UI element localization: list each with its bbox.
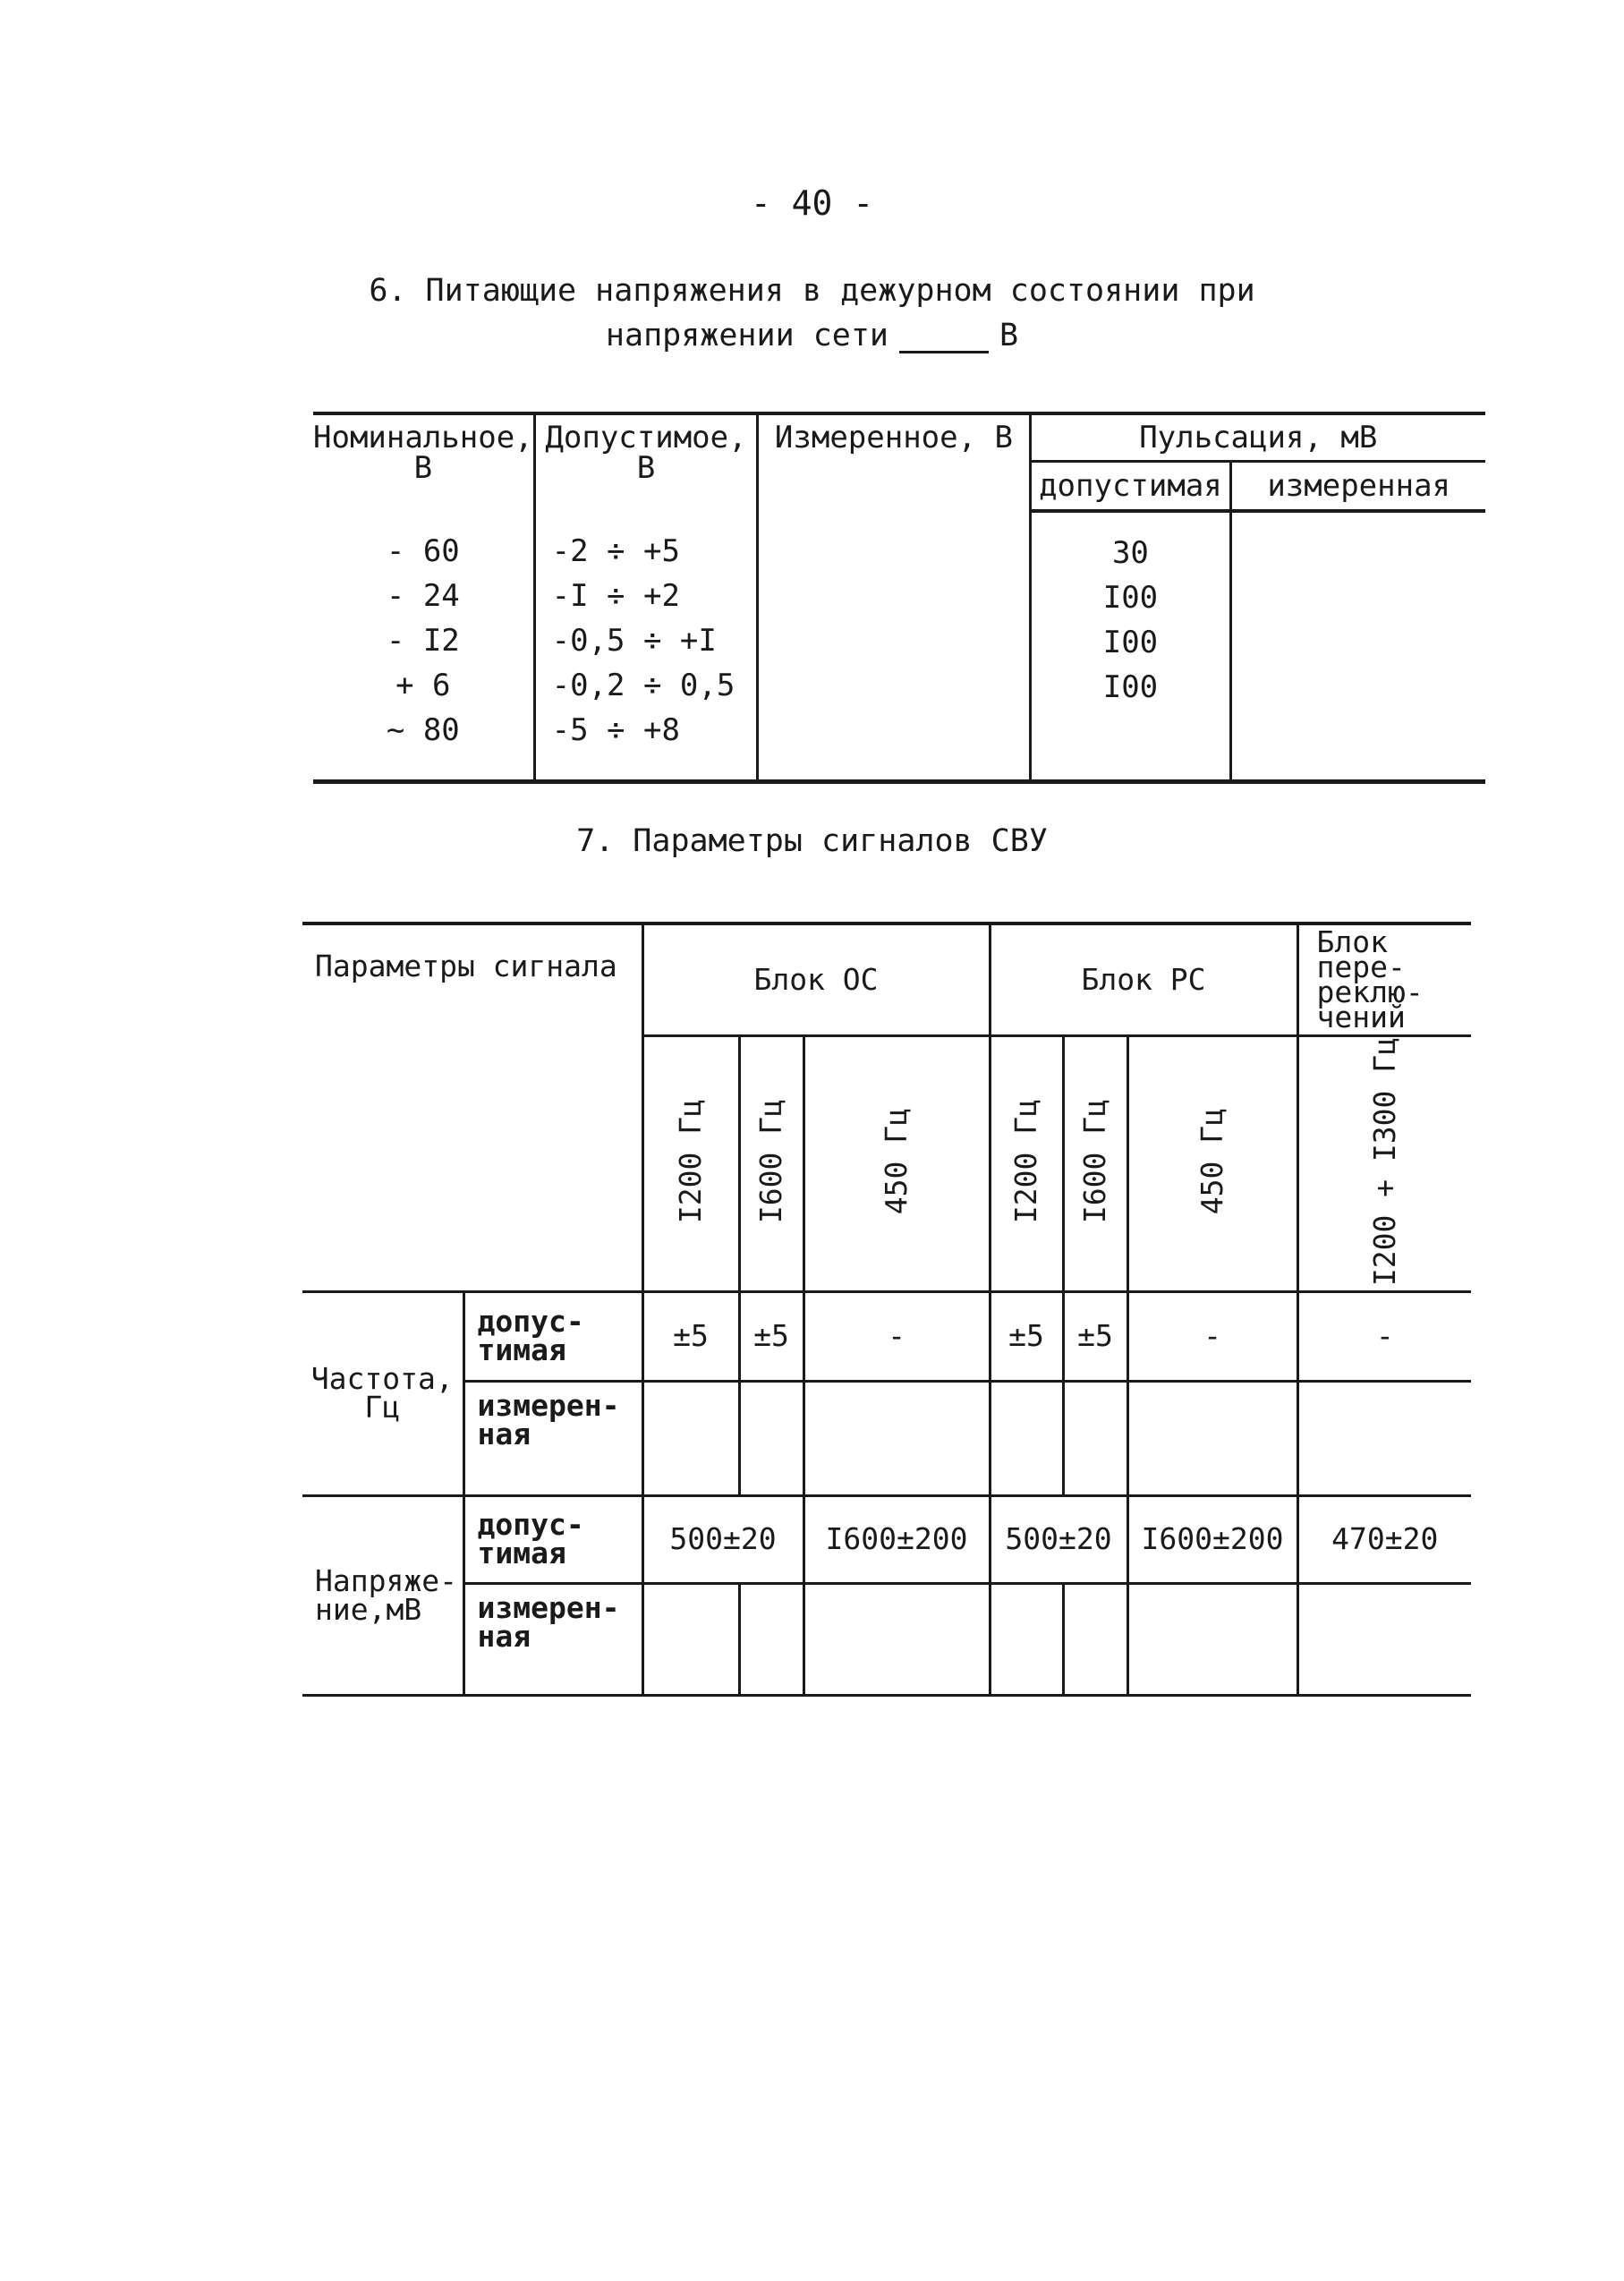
header-params: Параметры сигнала — [302, 923, 642, 1291]
page-number: - 40 - — [750, 183, 874, 223]
section6-title-line2 — [0, 318, 1624, 353]
table-cell: ±5 — [990, 1291, 1063, 1381]
list-item: - I2 — [386, 623, 460, 659]
nominal-values — [313, 511, 534, 782]
header-allowed: Допустимое, В — [534, 413, 758, 511]
table-cell: - — [803, 1291, 990, 1381]
freq-label: I200 + I300 Гц — [1366, 1036, 1402, 1286]
freq-label: I600 Гц — [753, 1099, 788, 1224]
header-ripple: Пульсация, мВ — [1030, 413, 1485, 462]
table-cell: ±5 — [739, 1291, 803, 1381]
header-block-rs: Блок РС — [990, 923, 1297, 1035]
list-item: - 60 — [386, 533, 460, 569]
list-item: -0,5 ÷ +I — [551, 623, 717, 659]
section6-title-suffix: В — [999, 318, 1019, 353]
freq-measured-label: измерен-ная — [463, 1381, 642, 1495]
voltage-measured-label: измерен-ная — [463, 1583, 642, 1695]
header-ripple-measured: измеренная — [1231, 462, 1485, 512]
freq-label: 450 Гц — [879, 1107, 914, 1215]
table-cell[interactable] — [642, 1381, 739, 1495]
header-ripple-allowed: допустимая — [1030, 462, 1231, 512]
table-cell[interactable] — [1297, 1583, 1471, 1695]
freq-rs-3 — [1127, 1035, 1297, 1291]
table-cell: ±5 — [1063, 1291, 1127, 1381]
table-cell[interactable] — [1063, 1381, 1127, 1495]
table-cell: 470±20 — [1297, 1495, 1471, 1583]
section7-title: 7. Параметры сигналов СВУ — [576, 823, 1048, 859]
freq-allowed-label: допус-тимая — [463, 1291, 642, 1381]
table-cell: - — [1127, 1291, 1297, 1381]
ripple-measured-values[interactable] — [1231, 511, 1485, 782]
table-cell[interactable] — [739, 1381, 803, 1495]
voltage-label: Напряже-ние,мВ — [302, 1495, 463, 1695]
header-measured: Измеренное, В — [758, 413, 1030, 511]
measured-values[interactable] — [758, 511, 1030, 782]
header-block-os: Блок ОС — [642, 923, 990, 1035]
table-cell[interactable] — [1297, 1381, 1471, 1495]
voltage-allowed-label: допус-тимая — [463, 1495, 642, 1583]
list-item: 30 — [1111, 535, 1149, 571]
table-cell: I600±200 — [803, 1495, 990, 1583]
table-cell[interactable] — [1063, 1583, 1127, 1695]
list-item: - 24 — [386, 578, 460, 614]
table-cell: - — [1297, 1291, 1471, 1381]
list-item: I00 — [1102, 625, 1159, 660]
list-item: -0,2 ÷ 0,5 — [551, 668, 735, 703]
list-item: + 6 — [395, 668, 451, 703]
freq-os-2 — [739, 1035, 803, 1291]
table-cell[interactable] — [803, 1583, 990, 1695]
table-cell[interactable] — [642, 1583, 739, 1695]
list-item: I00 — [1102, 580, 1159, 616]
list-item: -5 ÷ +8 — [551, 712, 680, 748]
table-cell: 500±20 — [990, 1495, 1127, 1583]
table-cell[interactable] — [990, 1381, 1063, 1495]
freq-switch — [1297, 1035, 1471, 1291]
freq-os-1 — [642, 1035, 739, 1291]
section6-title-prefix: напряжении сети — [605, 318, 889, 353]
list-item: -2 ÷ +5 — [551, 533, 680, 569]
table-cell: ±5 — [642, 1291, 739, 1381]
power-supply-table — [313, 412, 1485, 784]
freq-os-3 — [803, 1035, 990, 1291]
table-cell[interactable] — [1127, 1583, 1297, 1695]
section6-title-text: 6. Питающие напряжения в дежурном состоянии при — [369, 273, 1255, 309]
table-cell: 500±20 — [642, 1495, 803, 1583]
table-cell[interactable] — [739, 1583, 803, 1695]
list-item: -I ÷ +2 — [551, 578, 680, 614]
signal-params-table — [302, 922, 1471, 1697]
freq-label: I200 Гц — [673, 1099, 708, 1224]
freq-rs-2 — [1063, 1035, 1127, 1291]
freq-rs-1 — [990, 1035, 1063, 1291]
header-block-switch: Блок пере- реклю- чений — [1297, 923, 1471, 1035]
list-item: I00 — [1102, 669, 1159, 705]
allowed-values — [534, 511, 758, 782]
list-item: ~ 80 — [386, 712, 460, 748]
frequency-label: Частота, Гц — [302, 1291, 463, 1495]
header-nominal: Номинальное, В — [313, 413, 534, 511]
freq-label: I600 Гц — [1077, 1099, 1112, 1224]
table-cell[interactable] — [803, 1381, 990, 1495]
table-cell[interactable] — [990, 1583, 1063, 1695]
table-cell: I600±200 — [1127, 1495, 1297, 1583]
blank-field[interactable] — [899, 324, 989, 353]
ripple-allowed-values — [1030, 511, 1231, 782]
freq-label: 450 Гц — [1195, 1107, 1229, 1215]
section6-title-line1 — [0, 273, 1624, 309]
table-cell[interactable] — [1127, 1381, 1297, 1495]
freq-label: I200 Гц — [1008, 1099, 1043, 1224]
